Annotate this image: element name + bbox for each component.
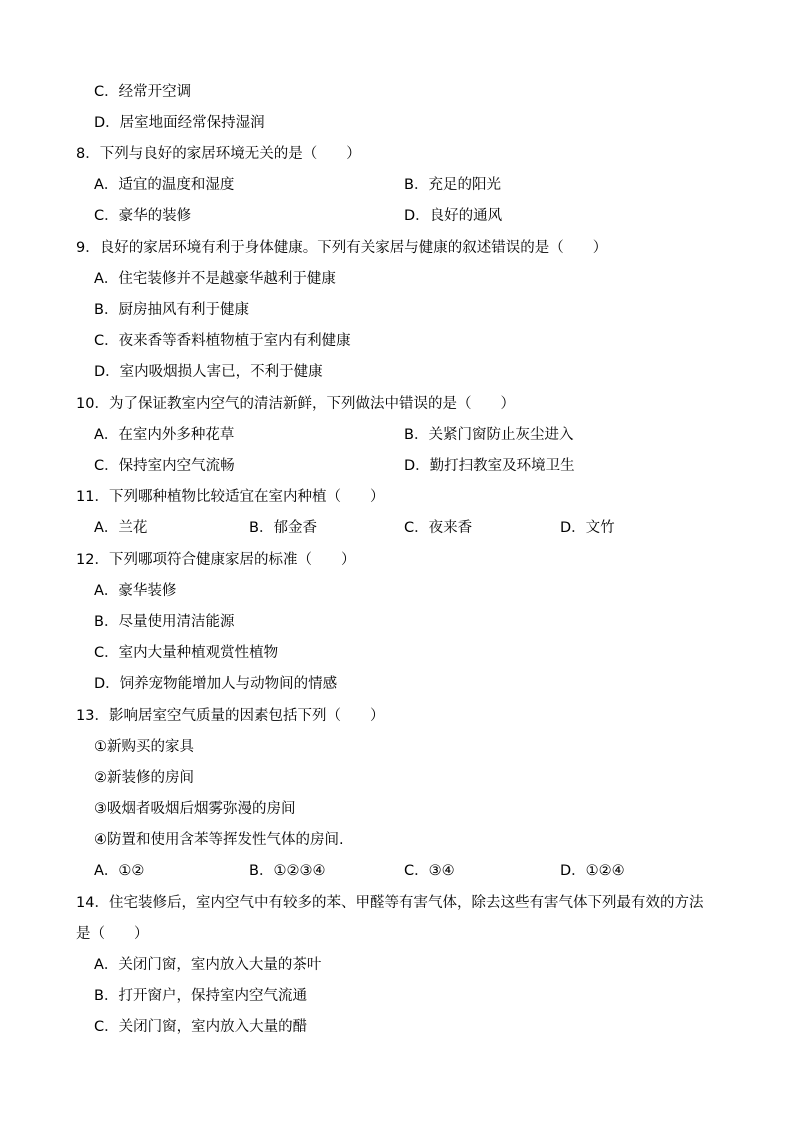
q10-option-b: B．关紧门窗防止灰尘进入 xyxy=(404,427,574,443)
q11-option-d: D．文竹 xyxy=(560,520,615,536)
q14-option-a: A．关闭门窗，室内放入大量的茶叶 xyxy=(94,957,322,973)
q13-item-1: ①新购买的家具 xyxy=(94,739,194,755)
q10-option-a: A．在室内外多种花草 xyxy=(94,427,235,443)
q13-option-b: B．①②③④ xyxy=(249,863,326,879)
q11-option-b: B．郁金香 xyxy=(249,520,317,536)
q10-option-d: D．勤打扫教室及环境卫生 xyxy=(404,458,575,474)
q8-option-b: B．充足的阳光 xyxy=(404,177,501,193)
q13-option-a: A．①② xyxy=(94,863,145,879)
q10-stem: 10．为了保证教室内空气的清洁新鲜，下列做法中错误的是（ ） xyxy=(76,396,515,412)
q8-stem: 8．下列与良好的家居环境无关的是（ ） xyxy=(76,146,361,162)
q11-option-c: C．夜来香 xyxy=(404,520,473,536)
q9-stem: 9．良好的家居环境有利于身体健康。下列有关家居与健康的叙述错误的是（ ） xyxy=(76,240,608,256)
q12-option-d: D．饲养宠物能增加人与动物间的情感 xyxy=(94,676,338,692)
q12-option-a: A．豪华装修 xyxy=(94,583,177,599)
q12-option-b: B．尽量使用清洁能源 xyxy=(94,614,235,630)
q13-item-3: ③吸烟者吸烟后烟雾弥漫的房间 xyxy=(94,801,296,817)
q13-option-d: D．①②④ xyxy=(560,863,625,879)
q14-option-b: B．打开窗户，保持室内空气流通 xyxy=(94,988,307,1004)
q9-option-b: B．厨房抽风有利于健康 xyxy=(94,302,249,318)
q7-option-d: D．居室地面经常保持湿润 xyxy=(94,115,265,131)
q9-option-c: C．夜来香等香料植物植于室内有利健康 xyxy=(94,333,351,349)
q11-option-a: A．兰花 xyxy=(94,520,148,536)
q12-option-c: C．室内大量种植观赏性植物 xyxy=(94,645,279,661)
q13-item-4: ④防置和使用含苯等挥发性气体的房间. xyxy=(94,832,344,848)
q13-item-2: ②新装修的房间 xyxy=(94,770,194,786)
q8-option-c: C．豪华的装修 xyxy=(94,208,192,224)
q14-stem-line-1: 14．住宅装修后，室内空气中有较多的苯、甲醛等有害气体，除去这些有害气体下列最有效的方法 xyxy=(76,895,704,911)
q8-option-a: A．适宜的温度和湿度 xyxy=(94,177,235,193)
q14-stem-line-2: 是（ ） xyxy=(76,926,149,942)
q12-stem: 12．下列哪项符合健康家居的标准（ ） xyxy=(76,552,356,568)
q9-option-a: A．住宅装修并不是越豪华越利于健康 xyxy=(94,271,336,287)
q7-option-c: C．经常开空调 xyxy=(94,84,192,100)
q13-option-c: C．③④ xyxy=(404,863,455,879)
q11-stem: 11．下列哪种植物比较适宜在室内种植（ ） xyxy=(76,489,385,505)
q13-stem: 13．影响居室空气质量的因素包括下列（ ） xyxy=(76,708,385,724)
q14-option-c: C．关闭门窗，室内放入大量的醋 xyxy=(94,1019,308,1035)
q10-option-c: C．保持室内空气流畅 xyxy=(94,458,235,474)
q8-option-d: D．良好的通风 xyxy=(404,208,503,224)
q9-option-d: D．室内吸烟损人害已，不利于健康 xyxy=(94,364,323,380)
